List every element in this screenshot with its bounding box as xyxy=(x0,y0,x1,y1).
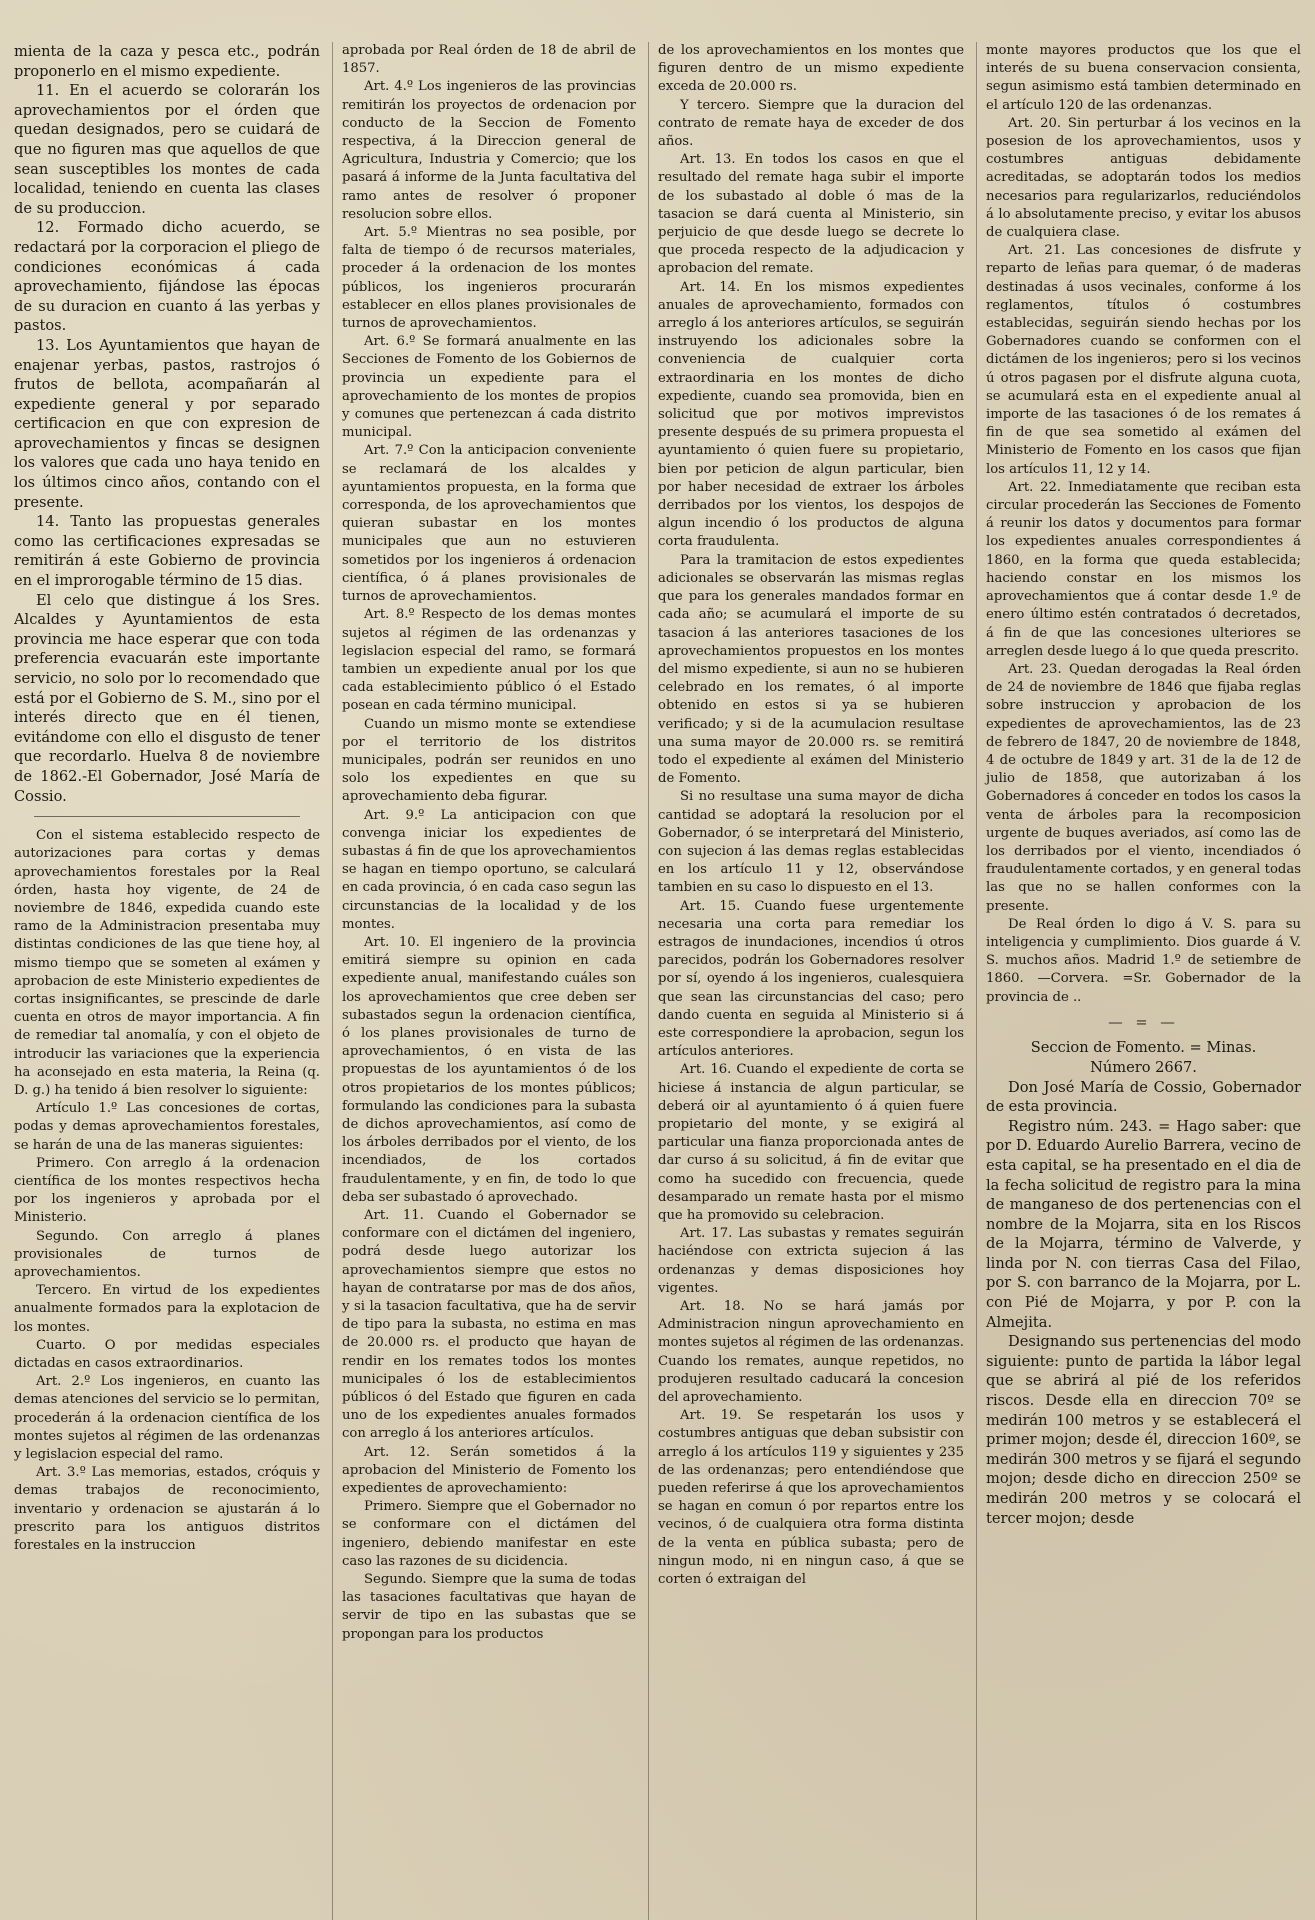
paragraph: mienta de la caza y pesca etc., podrán proponerlo en el mismo expediente. xyxy=(14,43,320,80)
paragraph: Registro núm. 243. = Hago saber: que por D. Eduardo Aurelio Barrera, vecino de esta capital, se ha presentado en el dia de la fecha solicitud de registro para la mina de manganeso de dos pertenencias con el nombre de la Mojarra, sita en los Riscos de la Mojarra, término de Valverde, y linda por N. con tierras Casa del Filao, por S. con barranco de la Mojarra, por L. con Pié de Mojarra, y por P. con la Almejita. xyxy=(986,1117,1301,1331)
paragraph: Cuarto. O por medidas especiales dictadas en casos extraordinarios. xyxy=(14,1337,320,1372)
paragraph: Designando sus pertenencias del modo siguiente: punto de partida la lábor legal que se abrirá al pié de los referidos riscos. Desde ella en direccion 70º se medirán 100 metros y se establecerá el primer mojon; desde él, direccion 160º, se medirán 300 metros y se fijará el segundo mojon; desde dicho en direccion 250º se medirán 200 metros y se colocará el tercer mojon; desde xyxy=(986,1333,1301,1527)
paragraph: Art. 3.º Las memorias, estados, cróquis y demas trabajos de reconocimiento, inventario y ordenacion se ajustarán á lo prescrito para los antiguos distritos forestales en la instruccion xyxy=(14,1465,320,1554)
paragraph: Art. 6.º Se formará anualmente en las Secciones de Fomento de los Gobiernos de provincia un expediente para el aprovechamiento de los montes de propios y comunes que pertenezcan á cada distrito municipal. xyxy=(342,334,636,441)
separator-rule: — = — xyxy=(1108,1013,1179,1031)
paragraph: 14. Tanto las propuestas generales como las certificaciones expresadas se remitirán á este Gobierno de provincia en el improrogable término de 15 dias. xyxy=(14,513,320,590)
paragraph: De Real órden lo digo á V. S. para su inteligencia y cumplimiento. Dios guarde á V. S. muchos años. Madrid 1.º de setiembre de 1860. —Corvera. =Sr. Gobernador de la provincia de .. xyxy=(986,916,1301,1005)
paragraph: Art. 14. En los mismos expedientes anuales de aprovechamiento, formados con arreglo á los anteriores artículos, se seguirán instruyendo los adicionales sobre la conveniencia de cualquier corta extraordinaria en los montes de dicho expediente, cuando sea promovida, bien en solicitud que por motivos imprevistos presente después de su primera propuesta el ayuntamiento ó quien fuere su propietario, bien por peticion de algun particular, bien por haber necesidad de extraer los árboles derribados por los vientos, los despojos de algun incendio ó los productos de alguna corta fraudulenta. xyxy=(658,279,964,550)
column-1 xyxy=(14,42,320,1920)
paragraph: Cuando un mismo monte se extendiese por el territorio de los distritos municipales, podrán ser reunidos en uno solo los expedientes en que su aprovechamiento deba figurar. xyxy=(342,716,636,805)
notice-issuer: Don José María de Cossio, Gobernador de esta provincia. xyxy=(986,1078,1301,1116)
paragraph: Art. 2.º Los ingenieros, en cuanto las demas atenciones del servicio se lo permitan, procederán á la ordenacion científica de los montes sujetos al régimen de las ordenanzas y legislacion especial del ramo. xyxy=(14,1374,320,1463)
paragraph: Si no resultase una suma mayor de dicha cantidad se adoptará la resolucion por el Gobernador, ó se interpretará del Ministerio, con sujecion á las demas reglas establecidas en los artículo 11 y 12, observándose tambien en su caso lo dispuesto en el 13. xyxy=(658,789,964,896)
paragraph: Art. 9.º La anticipacion con que convenga iniciar los expedientes de subastas á fin de que los aprovechamientos se hagan en tiempo oportuno, se calculará en cada provincia, ó en cada caso segun las circunstancias de la localidad y de los montes. xyxy=(342,807,636,932)
paragraph: aprobada por Real órden de 18 de abril de 1857. xyxy=(342,43,636,77)
paragraph: Art. 18. No se hará jamás por Administracion ningun aprovechamiento en montes sujetos al régimen de las ordenanzas. Cuando los remates, aunque repetidos, no produjeren resultado caducará la concesion del aprovechamiento. xyxy=(658,1299,964,1406)
paragraph: Art. 19. Se respetarán los usos y costumbres antiguas que deban subsistir con arreglo á los artículos 119 y siguientes y 235 de las ordenanzas; pero entendiéndose que pueden referirse á que los aprovechamientos se hagan en comun ó por repartos entre los vecinos, ó de cualquiera otra forma distinta de la venta en pública subasta; pero de ningun modo, ni en ningun caso, á que se corten ó extraigan del xyxy=(658,1408,964,1588)
paragraph: Tercero. En virtud de los expedientes anualmente formados para la explotacion de los montes. xyxy=(14,1283,320,1335)
closing-paragraph: El celo que distingue á los Sres. Alcaldes y Ayuntamientos de esta provincia me hace esperar que con toda preferencia evacuarán este importante servicio, no solo por lo recomendado que está por el Gobierno de S. M., sino por el interés directo que en él tienen, evitándome con ello el disgusto de tener que recordarlo. Huelva 8 de noviembre de 1862.-El Gobernador, José María de Cossio. xyxy=(14,591,320,805)
paragraph: Primero. Siempre que el Gobernador no se conformare con el dictámen del ingeniero, debiendo manifestar en este caso las razones de su dicidencia. xyxy=(342,1499,636,1569)
paragraph: Art. 7.º Con la anticipacion conveniente se reclamará de los alcaldes y ayuntamientos propuesta, en la forma que corresponda, de los aprovechamientos que quieran subastar en los montes municipales que aun no estuvieren sometidos por los ingenieros á ordenacion científica, ó á planes provisionales de turnos de aprovechamientos. xyxy=(342,443,636,605)
paragraph: Art. 20. Sin perturbar á los vecinos en la posesion de los aprovechamientos, usos y costumbres antiguas debidamente acreditadas, se adoptarán todos los medios necesarios para regularizarlos, reduciéndolos á lo absolutamente preciso, y evitar los abusos de cualquiera clase. xyxy=(986,115,1301,241)
paragraph: 12. Formado dicho acuerdo, se redactará por la corporacion el pliego de condiciones económicas á cada aprovechamiento, fijándose las épocas de su duracion en cuanto á las yerbas y pastos. xyxy=(14,219,320,335)
paragraph: Art. 22. Inmediatamente que reciban esta circular procederán las Secciones de Fomento á reunir los datos y documentos para formar los expedientes anuales correspondientes á 1860, en la forma que queda establecida; haciendo constar en los mismos los aprovechamientos que á contar desde 1.º de enero último estén contratados ó decretados, á fin de que las concesiones ulteriores se arreglen desde luego á lo que queda prescrito. xyxy=(986,479,1301,659)
paragraph: Segundo. Con arreglo á planes provisionales de turnos de aprovechamientos. xyxy=(14,1228,320,1281)
paragraph: Art. 8.º Respecto de los demas montes sujetos al régimen de las ordenanzas y legislacion especial del ramo, se formará tambien un expediente anual por los que cada establecimiento público ó el Estado posean en cada término municipal. xyxy=(342,607,636,714)
paragraph: Art. 5.º Mientras no sea posible, por falta de tiempo ó de recursos materiales, proceder á la ordenacion de los montes públicos, los ingenieros procurarán establecer en ellos planes provisionales de turnos de aprovechamientos. xyxy=(342,225,636,332)
paragraph: Artículo 1.º Las concesiones de cortas, podas y demas aprovechamientos forestales, se harán de una de las maneras siguientes: xyxy=(14,1101,320,1153)
paragraph: de los aprovechamientos en los montes que figuren dentro de un mismo expediente exceda de 20.000 rs. xyxy=(658,43,964,95)
column-2 xyxy=(332,42,636,1920)
section-heading: Seccion de Fomento. = Minas. xyxy=(1030,1039,1257,1057)
paragraph: 11. En el acuerdo se colorarán los aprovechamientos por el órden que quedan designados, pero se cuidará de que no figuren mas que aquellos de que sean susceptibles los montes de cada localidad, teniendo en cuenta las clases de su produccion. xyxy=(14,82,320,217)
paragraph: Y tercero. Siempre que la duracion del contrato de remate haya de exceder de dos años. xyxy=(658,97,964,150)
paragraph: monte mayores productos que los que el interés de su buena conservacion consienta, segun asimismo está tambien determinado en el artículo 120 de las ordenanzas. xyxy=(986,43,1301,113)
paragraph: Art. 4.º Los ingenieros de las provincias remitirán los proyectos de ordenacion por conducto de la Seccion de Fomento respectiva, á la Direccion general de Agricultura, Industria y Comercio; que los pasará á informe de la Junta facultativa del ramo antes de resolver ó proponer resolucion sobre ellos. xyxy=(342,79,636,222)
paragraph: Art. 10. El ingeniero de la provincia emitirá siempre su opinion en cada expediente anual, manifestando cuáles son los aprovechamientos que cree deben ser subastados segun la ordenacion científica, ó los planes provisionales de turno de aprovechamientos, ó en vista de las propuestas de los ayuntamientos ó de los otros propietarios de los montes públicos; formulando las condiciones para la subasta de dichos aprovechamientos, así como de los árboles derribados por el viento, de los incendiados, de los cortados fraudulentamente, y en fin, de todo lo que deba ser subastado ó aprovechado. xyxy=(342,934,636,1205)
paragraph: Art. 12. Serán sometidos á la aprobacion del Ministerio de Fomento los expedientes de aprovechamiento: xyxy=(342,1444,636,1497)
paragraph: Art. 21. Las concesiones de disfrute y reparto de leñas para quemar, ó de maderas destinadas á usos vecinales, conforme á los reglamentos, títulos ó costumbres establecidas, seguirán siendo hechas por los Gobernadores cuando se conformen con el dictámen de los ingenieros; pero si los vecinos ú otros pagasen por el disfrute alguna cuota, se acumulará esta en el expediente anual al importe de las tasaciones ó de los remates á fin de que sea sometido al exámen del Ministerio de Fomento en los casos que fijan los artículos 11, 12 y 14. xyxy=(986,243,1301,477)
paragraph: Primero. Con arreglo á la ordenacion científica de los montes respectivos hecha por los ingenieros y aprobada por el Ministerio. xyxy=(14,1155,320,1226)
paragraph: Art. 23. Quedan derogadas la Real órden de 24 de noviembre de 1846 que fijaba reglas sobre instruccion y aprobacion de los expedientes de aprovechamientos, las de 23 de febrero de 1847, 20 de noviembre de 1848, 4 de octubre de 1849 y art. 31 de la de 12 de julio de 1858, que autorizaban á los Gobernadores á conceder en todos los casos la venta de árboles para la recomposicion urgente de buques averiados, así como las de los derribados por el viento, incendiados ó fraudulentamente cortados, y en general todas las que no se hallen conformes con la presente. xyxy=(986,661,1301,914)
paragraph: Art. 17. Las subastas y remates seguirán haciéndose con extricta sujecion á las ordenanzas y demas disposiciones hoy vigentes. xyxy=(658,1226,964,1296)
paragraph: Art. 16. Cuando el expediente de corta se hiciese á instancia de algun particular, se deberá oir al ayuntamiento ó á quien fuere propietario del monte, y se exigirá al particular una fianza proporcionada antes de dar curso á su solicitud, á fin de evitar que como ha sucedido con frecuencia, quede desamparado un remate hasta por el mismo que ha promovido su celebracion. xyxy=(658,1062,964,1223)
paragraph: 13. Los Ayuntamientos que hayan de enajenar yerbas, pastos, rastrojos ó frutos de bellota, acompañarán al expediente general y por separado certificacion en que con expresion de aprovechamientos y fincas se designen los valores que cada uno haya tenido en los últimos cinco años, contando con el presente. xyxy=(14,336,320,511)
column-3 xyxy=(648,42,964,1920)
paragraph: Para la tramitacion de estos expedientes adicionales se observarán las mismas reglas que para los generales mandados formar en cada año; se acumulará el importe de su tasacion á las anteriores tasaciones de los aprovechamientos propuestos en los montes del mismo expediente, si aun no se hubieren celebrado en los remates, ó al importe obtenido en estos si ya se hubieren verificado; y si de la acumulacion resultase una suma mayor de 20.000 rs. se remitirá todo el expediente al exámen del Ministerio de Fomento. xyxy=(658,552,964,787)
paragraph: Art. 15. Cuando fuese urgentemente necesaria una corta para remediar los estragos de inundaciones, incendios ú otros parecidos, podrán los Gobernadores resolver por sí, oyendo á los ingenieros, cualesquiera que sean las circunstancias del caso; pero dando cuenta en seguida al Ministerio si á este correspondiere la aprobacion, segun los artículos anteriores. xyxy=(658,898,964,1060)
paragraph: Art. 13. En todos los casos en que el resultado del remate haga subir el importe de los subastado al doble ó mas de la tasacion se dará cuenta al Ministerio, sin perjuicio de que desde luego se decrete lo que proceda respecto de la adjudicacion y aprobacion del remate. xyxy=(658,152,964,277)
notice-number: Número 2667. xyxy=(1090,1058,1197,1076)
paragraph: Con el sistema establecido respecto de autorizaciones para cortas y demas aprovechamientos forestales por la Real órden, hasta hoy vigente, de 24 de noviembre de 1846, expedida cuando este ramo de la Administracion presentaba muy distintas condiciones de las que tiene hoy, al mismo tiempo que se someten al exámen y aprobacion de este Ministerio expedientes de cortas insignificantes, se prescinde de darle cuenta en otros de mayor importancia. A fin de remediar tal anomalía, y con el objeto de introducir las variaciones que la experiencia ha aconsejado en esta materia, la Reina (q. D. g.) ha tenido á bien resolver lo siguiente: xyxy=(14,828,320,1098)
divider xyxy=(34,816,300,817)
paragraph: Art. 11. Cuando el Gobernador se conformare con el dictámen del ingeniero, podrá desde luego autorizar los aprovechamientos siempre que estos no hayan de contratarse por mas de dos años, y si la tasacion facultativa, que ha de servir de tipo para la subasta, no estima en mas de 20.000 rs. el producto que hayan de rendir en los remates todos los montes municipales ó los de establecimientos públicos ó del Estado que figuren en cada uno de los expedientes anuales formados con arreglo á los anteriores artículos. xyxy=(342,1208,636,1442)
paragraph: Segundo. Siempre que la suma de todas las tasaciones facultativas que hayan de servir de tipo en las subastas que se propongan para los productos xyxy=(342,1572,636,1642)
column-4 xyxy=(976,42,1301,1920)
